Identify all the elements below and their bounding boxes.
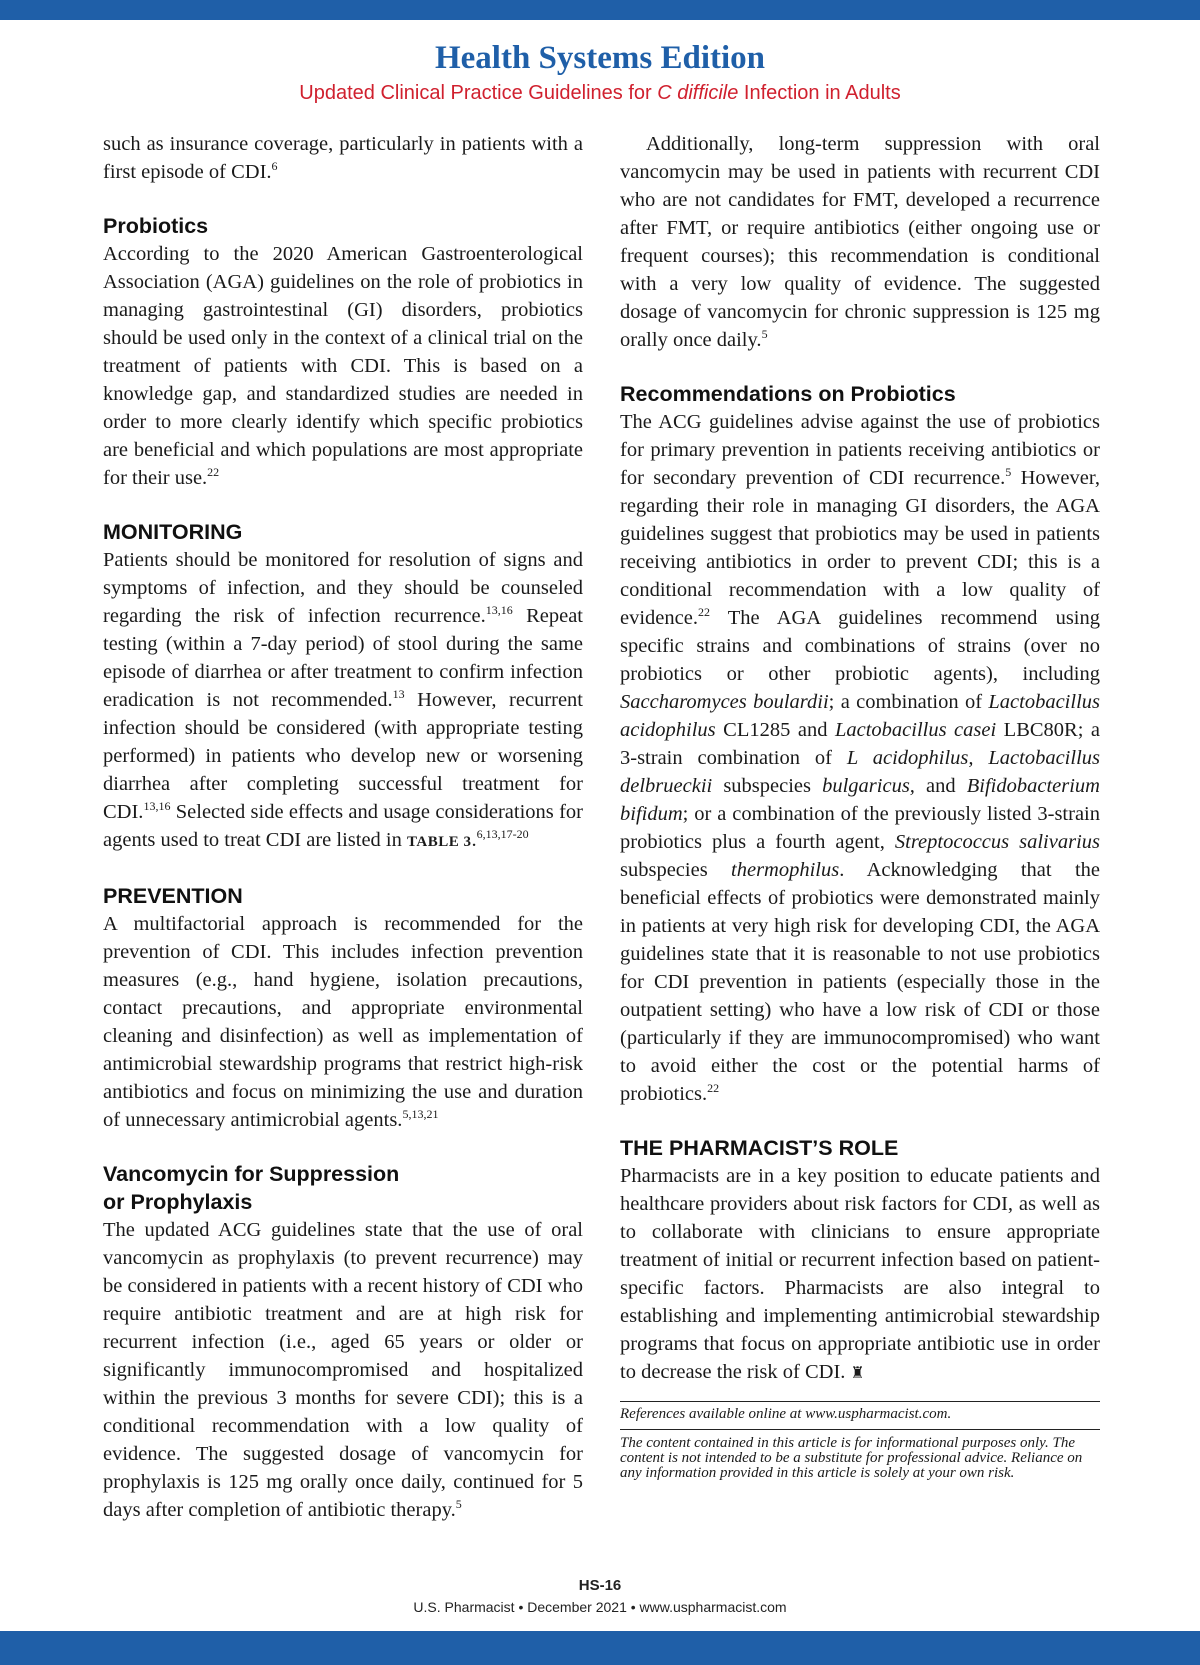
citation: 22 <box>707 1081 720 1095</box>
disclaimer-note: The content contained in this article is for informational purposes only. The content is not intended to be a substitute for professional advice. Reliance on any information provided in this article is solely at your own risk. <box>620 1429 1100 1481</box>
suppression-paragraph: Additionally, long-term suppression with oral vancomycin may be used in patients with recurrent CDI who are not candidates for FMT, developed a recurrence after FMT, or require antibiotics (either ongoing use or frequent courses); this recommendation is conditional with a very low quality of evidence. The suggested dosage of vancomycin for chronic suppression is 125 mg orally once daily.$^5$ <box>620 133 1100 351</box>
left-column <box>103 130 583 1524</box>
table-reference: TABLE 3 <box>407 834 472 850</box>
top-color-bar <box>0 0 1200 20</box>
right-column <box>620 130 1100 1481</box>
citation: 5,13,21 <box>402 1107 439 1121</box>
subtitle-organism: C difficile <box>657 82 739 104</box>
intro-paragraph: such as insurance coverage, particularly in patients with a first episode of CDI.$^6$ <box>103 133 583 183</box>
recommendations-paragraph: The ACG guidelines advise against the use of probiotics for primary prevention in patients receiving antibiotics or for secondary prevention of CDI recurrence.$^5$ However, regarding their role in managing GI disorders, the AGA guidelines suggest that probiotics may be used in patients receiving antibiotics in order to prevent CDI; this is a conditional recommendation with a low quality of evidence.$^{22}$ The AGA guidelines recommend using specific strains and combinations of strains (over no probiotics or other probiotic agents), including Saccharomyces boulardii; a combination of Lactobacillus acidophilus CL1285 and Lactobacillus casei LBC80R; a 3-strain combination of L acidophilus, Lactobacillus delbrueckii subspecies bulgaricus, and Bifidobacterium bifidum; or a combination of the previously listed 3-strain probiotics plus a fourth agent, Streptococcus salivarius subspecies thermophilus. Acknowledging that the beneficial effects of probiotics were demonstrated mainly in patients at very high risk for developing CDI, the AGA guidelines state that it is reasonable to not use probiotics for CDI prevention in patients (especially those in the outpatient setting) who have a low risk of CDI or those (particularly if they are immunocompromised) who want to avoid either the cost or the potential harms of probiotics.$^{22}$ <box>620 411 1101 1105</box>
recommendations-heading: Recommendations on Probiotics <box>620 382 956 406</box>
citation: 6 <box>271 159 278 173</box>
subtitle-text-end: Infection in Adults <box>738 82 901 104</box>
prevention-heading: PREVENTION <box>103 884 243 908</box>
end-of-article-icon: ♜ <box>850 1363 865 1382</box>
references-note: References available online at www.uspharmacist.com. <box>620 1401 1100 1423</box>
citation: 5 <box>1005 465 1012 479</box>
citation: 6,13,17-20 <box>476 827 529 841</box>
citation: 5 <box>455 1497 462 1511</box>
publication-line: U.S. Pharmacist • December 2021 • www.uspharmacist.com <box>413 1599 787 1615</box>
article-subtitle <box>0 82 1200 105</box>
vancomycin-paragraph: The updated ACG guidelines state that the use of oral vancomycin as prophylaxis (to prevent recurrence) may be considered in patients with a recent history of CDI who require antibiotic treatment and are at high risk for recurrent infection (i.e., aged 65 years or older or significantly immunocompromised and hospitalized within the previous 3 months for severe CDI); this is a conditional recommendation with a low quality of evidence. The suggested dosage of vancomycin for prophylaxis is 125 mg orally once daily, continued for 5 days after completion of antibiotic therapy.$^5$ <box>103 1219 583 1521</box>
citation: 22 <box>207 465 220 479</box>
citation: 13,16 <box>143 799 171 813</box>
edition-title: Health Systems Edition <box>434 40 766 76</box>
citation: 22 <box>697 605 710 619</box>
citation: 13,16 <box>485 603 513 617</box>
monitoring-heading: MONITORING <box>103 520 243 544</box>
bottom-color-bar <box>0 1631 1200 1665</box>
pharmacist-role-heading: THE PHARMACIST’S ROLE <box>620 1136 899 1160</box>
citation: 5 <box>761 327 768 341</box>
citation: 13 <box>392 687 405 701</box>
probiotics-heading: Probiotics <box>103 214 209 238</box>
probiotics-paragraph: According to the 2020 American Gastroenterological Association (AGA) guidelines on the role of probiotics in managing gastrointestinal (GI) disorders, probiotics should be used only in the context of a clinical trial on the treatment of patients with CDI. This is based on a knowledge gap, and standardized studies are needed in order to more clearly identify which specific probiotics are beneficial and which populations are most appropriate for their use.$^{22}$ <box>103 243 583 489</box>
subtitle-text: Updated Clinical Practice Guidelines for <box>299 82 658 104</box>
page-number: HS-16 <box>578 1577 622 1594</box>
prevention-paragraph: A multifactorial approach is recommended for the prevention of CDI. This includes infection prevention measures (e.g., hand hygiene, isolation precautions, contact precautions, and appropriate environmental cleaning and disinfection) as well as implementation of antimicrobial stewardship programs that restrict high-risk antibiotics and focus on minimizing the use and duration of unnecessary antimicrobial agents.$^{5,13,21}$ <box>103 913 583 1131</box>
monitoring-paragraph: Patients should be monitored for resolution of signs and symptoms of infection, and they should be counseled regarding the risk of infection recurrence.$^{13,16}$ Repeat testing (within a 7-day period) of stool during the same episode of diarrhea or after treatment to confirm infection eradication is not recommended.$^{13}$ However, recurrent infection should be considered (with appropriate testing performed) in patients who develop new or worsening diarrhea after completing successful treatment for CDI.$^{13,16}$ Selected side effects and usage considerations for agents used to treat CDI are listed in TABLE 3.$^{6,13,17-20}$ <box>103 549 583 851</box>
pharmacist-role-paragraph: Pharmacists are in a key position to educate patients and healthcare providers about risk factors for CDI, as well as to collaborate with clinicians to ensure appropriate treatment of initial or recurrent infection based on patient-specific factors. Pharmacists are also integral to establishing and implementing antimicrobial stewardship programs that focus on appropriate antibiotic use in order to decrease the risk of CDI. ♜ <box>620 1165 1100 1383</box>
vancomycin-heading: Vancomycin for Suppression or Prophylaxis <box>103 1162 400 1214</box>
